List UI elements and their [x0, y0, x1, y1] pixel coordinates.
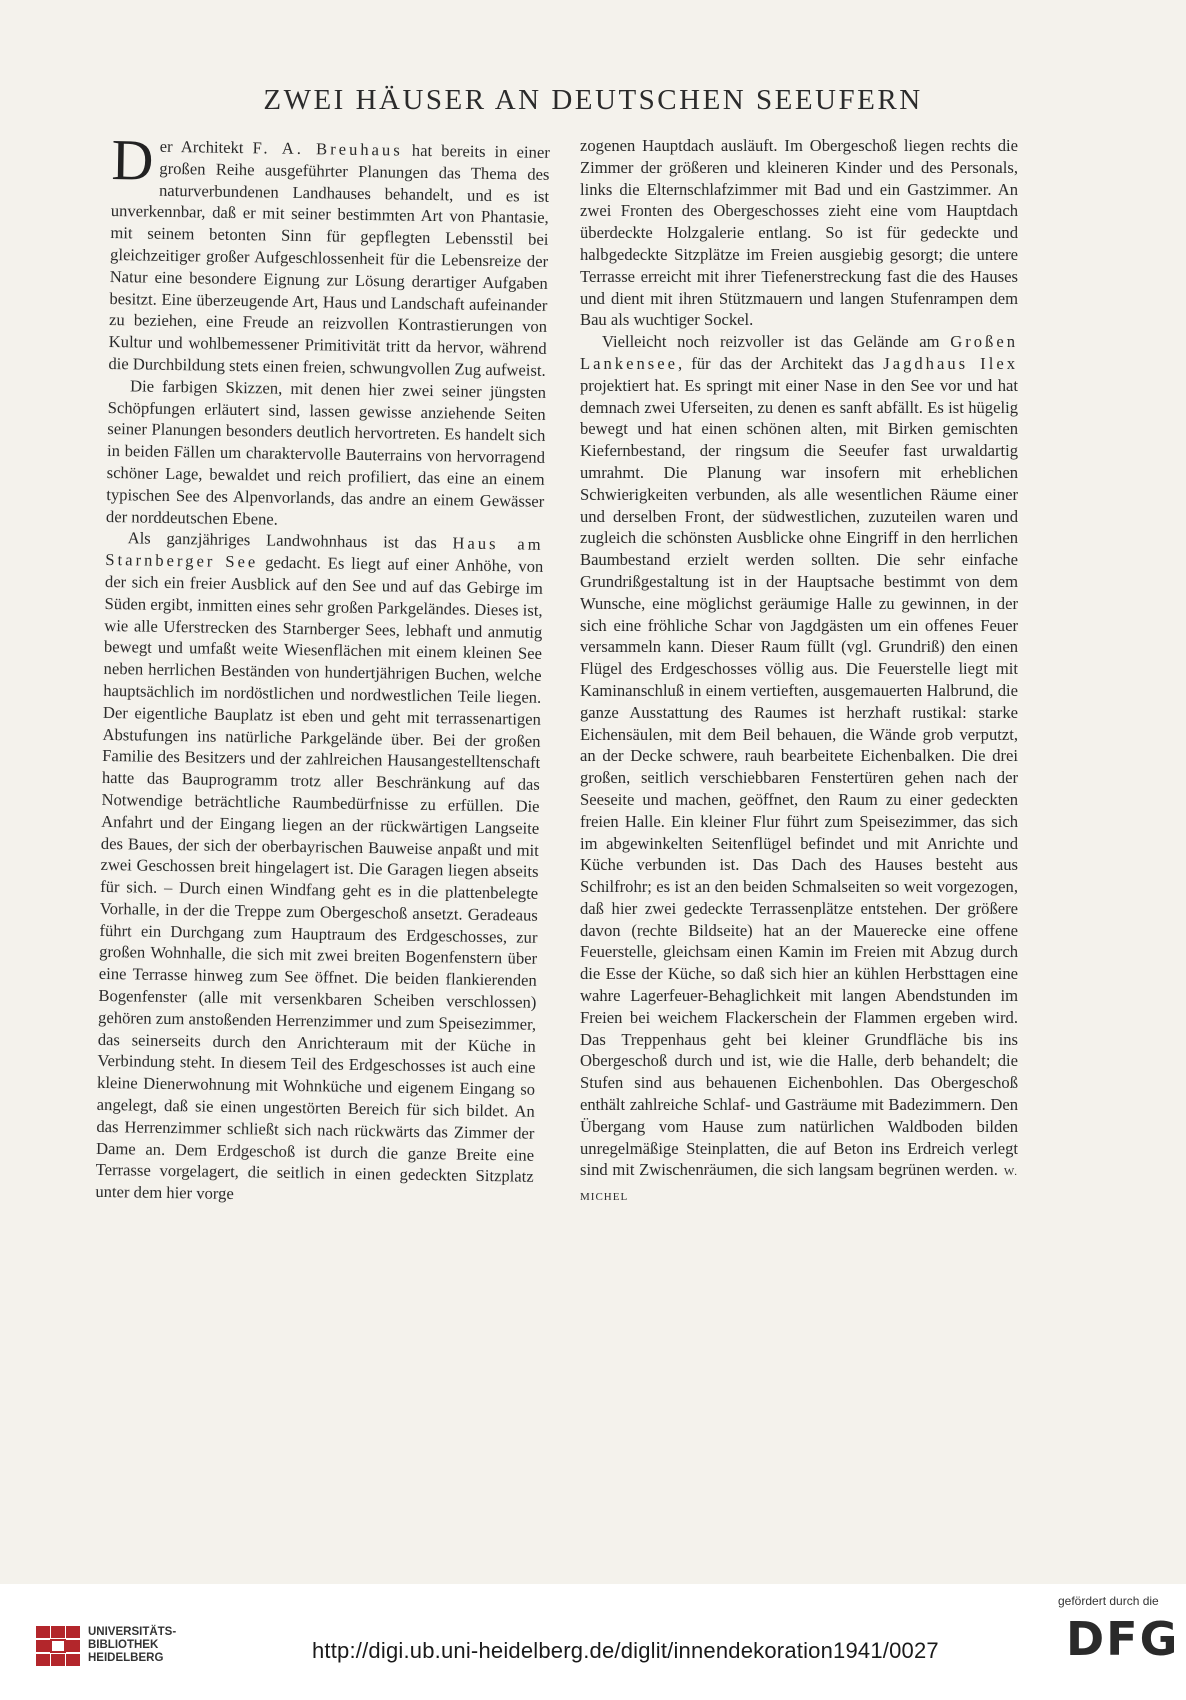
author-signature: W. MICHEL	[580, 1166, 1018, 1204]
paragraph: Die farbigen Skizzen, mit denen hier zwei seiner jüngsten Schöpfungen erläutert sind, lassen gewisse anziehende Seiten seiner Planungen besonders deutlich hervortreten. Es handelt sich in beiden Fällen um charaktervolle Bauterrains von hervorragend schöner Lage, bewaldet und reich profiliert, das eine an einem typischen See des Alpenvorlands, das andre an einem Gewässer der norddeutschen Ebene.	[105, 376, 547, 529]
permalink-url[interactable]: http://digi.ub.uni-heidelberg.de/diglit/innendekoration1941/0027	[312, 1638, 939, 1663]
library-name: UNIVERSITÄTS- BIBLIOTHEK HEIDELBERG	[88, 1626, 177, 1664]
university-library-logo-icon	[36, 1626, 80, 1666]
place-name: Haus am Starnberger See	[105, 533, 544, 572]
dfg-logo: DFG	[1066, 1612, 1180, 1666]
right-column	[580, 135, 1018, 1209]
paragraph: Vielleicht noch reizvoller ist das Gelände am Großen Lankensee, für das der Architekt das Jagdhaus Ilex projektiert hat. Es springt mit einer Nase in den See vor und hat demnach zwei Uferseiten, zu denen es sanft abfällt. Es ist hügelig bewegt und hat einen schönen alten, mit Birken gemischten Kiefernbestand, der ringsum die Seeufer fast urwaldartig umrahmt. Die Planung war insofern mit erheblichen Schwierigkeiten verbunden, als alle wesentlichen Räume einer und derselben Front, der südwestlichen, zuzuteilen waren und zugleich die schönsten Ausblicke ohne Eingriff in den herrlichen Baumbestand erzielt werden sollten. Die sehr einfache Grundrißgestaltung ist in der Hauptsache bestimmt von dem Wunsche, eine möglichst geräumige Halle zu gewinnen, in der sich eine fröhliche Schar von Jagdgästen um ein offenes Feuer versammeln kann. Dieser Raum füllt (vgl. Grundriß) den einen Flügel des Erdgeschosses völlig aus. Die Feuerstelle liegt mit Kaminanschluß in einem vertieften, ausgemauerten Halbrund, die ganze Ausstattung des Raumes ist herzhaft rustikal: starke Eichensäulen, mit dem Beil behauen, die Wände grob verputzt, an der Decke schwere, rauh bearbeitete Eichenbalken. Die drei großen, seitlich verschiebbaren Fenstertüren gehen nach der Seeseite und machen, geöffnet, den Raum zu einer gedeckten freien Halle. Ein kleiner Flur führt zum Speisezimmer, das sich im abgewinkelten Seitenflügel befindet und mit Anrichte und Küche verbunden ist. Das Dach des Hauses besteht aus Schilfrohr; es ist an den beiden Schmalseiten so weit vorgezogen, daß hier zwei gedeckte Terrassenplätze entstehen. Der größere davon (rechte Bildseite) hat an der Mauerecke eine offene Feuerstelle, gleichsam einen Kamin im Freien mit Abzug durch die Esse der Küche, so daß sich hier an kühlen Herbsttagen eine wahre Lagerfeuer-Behaglichkeit mit langen Abendstunden im Freien bei weichem Flackerschein der Flammen ergeben wird. Das Treppenhaus geht bei kleiner Grundfläche bis ins Obergeschoß durch und ist, wie die Halle, derb behandelt; die Stufen sind aus behauenen Eichenbohlen. Das Obergeschoß enthält zahlreiche Schlaf- und Gasträume mit Badezimmern. Den Übergang vom Hause zum natürlichen Waldboden bilden unregelmäßige Steinplatten, die auf Beton ins Erdreich verlegt sind mit Zwischenräumen, die sich langsam begrünen werden. W. MICHEL	[580, 332, 1018, 1204]
place-name: Großen Lankensee	[580, 332, 1018, 373]
sponsor-caption: gefördert durch die	[1058, 1594, 1159, 1608]
paragraph: Der Architekt F. A. Breuhaus hat bereits in einer großen Reihe ausgeführter Planungen das Thema des naturverbundenen Landhauses behandelt, und es ist unverkennbar, daß er mit seiner bestimmten Art von Phantasie, mit seinem betonten Sinn für gepflegten Lebensstil bei gleichzeitiger großer Aufgeschlossenheit für die Lebensreize der Natur eine besondere Eignung zur Lösung derartiger Aufgaben besitzt. Eine überzeugende Art, Haus und Landschaft aufeinander zu beziehen, eine Freude an reizvollen Kontrastierungen von Kultur und wohlbemessener Primitivität tritt da hervor, während die Durchbildung stets einen freien, schwungvollen Zug aufweist.	[108, 127, 550, 380]
architect-name: F. A. Breuhaus	[252, 138, 403, 160]
house-name: Jagdhaus Ilex	[883, 353, 1018, 373]
paragraph: zogenen Hauptdach ausläuft. Im Obergeschoß liegen rechts die Zimmer der größeren und kleineren Kinder und des Personals, links die Elternschlafzimmer mit Bad und ein Gastzimmer. An zwei Fronten des Obergeschosses zieht eine vom Hauptdach überdeckte Holzgalerie entlang. So ist für gedeckte und halbgedeckte Sitzplätze im Freien ausgiebig gesorgt; die untere Terrasse erreicht mit ihrer Tiefenerstreckung fast die des Hauses und dient mit ihren Stützmauern und langen Stufenrampen dem Bau als wuchtiger Sockel.	[580, 136, 1018, 330]
footer-bar	[0, 1584, 1186, 1700]
paragraph: Als ganzjähriges Landwohnhaus ist das Haus am Starnberger See gedacht. Es liegt auf einer Anhöhe, von der sich ein freier Ausblick auf den See und auf das Gebirge im Süden ergibt, inmitten eines sehr großen Parkgeländes. Dieses ist, wie alle Uferstrecken des Starnberger Sees, lebhaft und anmutig bewegt und umfaßt weite Wiesenflächen mit einem kleinen See neben herrlichen Beständen von hundertjährigen Buchen, welche hauptsächlich im nordöstlichen und nordwestlichen Teile liegen. Der eigentliche Bauplatz ist eben und geht mit terrassenartigen Abstufungen ins natürliche Parkgelände über. Bei der großen Familie des Besitzers und der zahlreichen Hausangestelltenschaft hatte das Bauprogramm trotz aller Beschränkung auf das Notwendige beträchtliche Raumbedürfnisse zu erfüllen. Die Anfahrt und der Eingang liegen an der rückwärtigen Langseite des Baues, der sich der oberbayrischen Bauweise anpaßt und mit zwei Geschossen breit hingelagert ist. Die Garagen liegen abseits für sich. – Durch einen Windfang geht es in die plattenbelegte Vorhalle, in der die Treppe zum Obergeschoß ansetzt. Geradeaus führt ein Durchgang zum Hauptraum des Erdgeschosses, zur großen Wohnhalle, die sich mit zwei breiten Bogenfenstern über eine Terrasse hinweg zum See öffnet. Die beiden flankierenden Bogenfenster (alle mit versenkbaren Scheiben verschlossen) gehören zum anstoßenden Herrenzimmer und zum Speisezimmer, das seinerseits durch den Anrichteraum mit der Küche in Verbindung steht. In diesem Teil des Erdgeschosses ist auch eine kleine Dienerwohnung mit Wohnküche und eigenem Eingang so angelegt, daß sie einen ungestörten Bereich für sich bildet. An das Herrenzimmer schließt sich nach rückwärts das Zimmer der Dame an. Dem Erdgeschoß ist durch die ganze Breite eine Terrasse vorgelagert, die seitlich in einen gedeckten Sitzplatz unter dem hier vorge	[95, 528, 544, 1204]
left-column	[95, 127, 550, 1210]
drop-cap: D	[111, 127, 155, 193]
article-title: ZWEI HÄUSER AN DEUTSCHEN SEEUFERN	[263, 84, 923, 116]
